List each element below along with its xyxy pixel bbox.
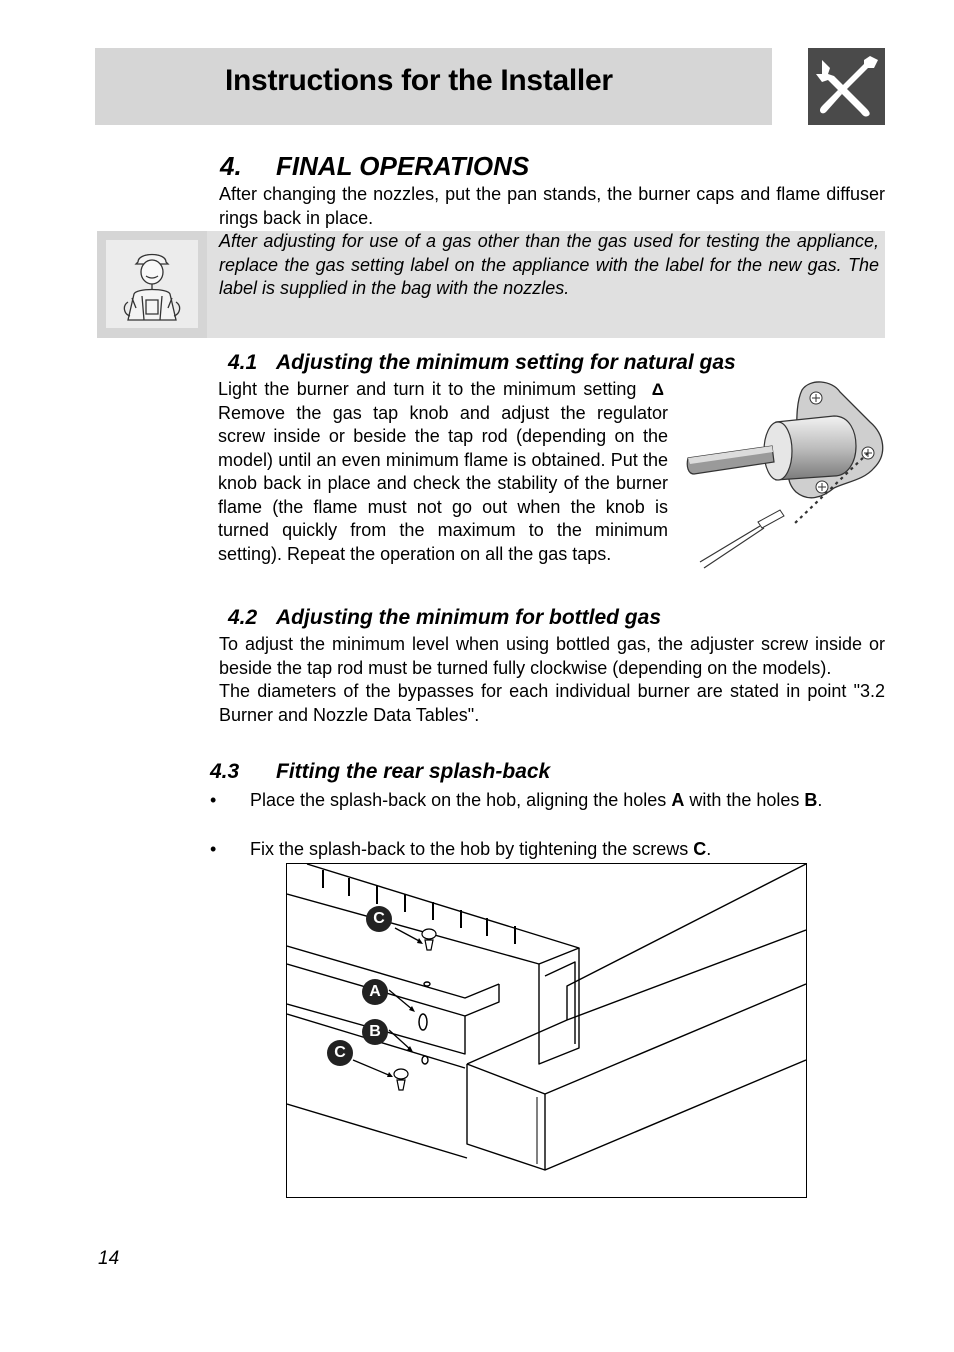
splash-back-figure	[286, 863, 807, 1198]
section-title: Fitting the rear splash-back	[276, 760, 551, 783]
bypass-paragraph: The diameters of the bypasses for each individual burner are stated in point "3.2 Burner and Nozzle Data Tables".	[219, 681, 885, 725]
bullet-text-part: .	[706, 839, 712, 859]
section-title: Adjusting the minimum for bottled gas	[276, 606, 661, 629]
section-title: FINAL OPERATIONS	[276, 151, 530, 181]
figure-label-c-bottom: C	[327, 1040, 353, 1066]
bullet-text	[250, 789, 885, 813]
section-4-3-heading	[210, 760, 550, 784]
section-4-2-heading	[228, 606, 661, 630]
bullet-icon: •	[210, 839, 217, 859]
section-number: 4.	[220, 151, 242, 181]
section-number: 4.1	[228, 351, 258, 374]
bullet-text-part: with the holes	[689, 790, 800, 810]
section-number: 4.2	[228, 606, 258, 629]
bullet-text-part: .	[817, 790, 823, 810]
section-4-2-text	[219, 633, 885, 727]
section-number: 4.3	[210, 760, 240, 783]
bullet-text-part: Fix the splash-back to the hob by tightening the screws	[250, 839, 689, 859]
hole-label-a: A	[671, 790, 685, 810]
installer-person-icon	[106, 240, 198, 328]
text-before-symbol: Light the burner and turn it to the minimum setting	[218, 379, 637, 399]
gas-label-note: After adjusting for use of a gas other than the gas used for testing the appliance, replace the gas setting label on the appliance with the label for the new gas. The label is supplied in the bag with the nozzles.	[219, 231, 879, 298]
section-title: Adjusting the minimum setting for natural gas	[276, 351, 736, 374]
page-header-title: Instructions for the Installer	[225, 64, 613, 97]
hole-label-b: B	[804, 790, 818, 810]
list-item	[210, 838, 885, 862]
section-4-1-text	[218, 378, 668, 566]
bottled-gas-paragraph: To adjust the minimum level when using bottled gas, the adjuster screw inside or beside the tap rod must be turned fully clockwise (depending on the models).	[219, 634, 885, 678]
tools-icon	[808, 48, 885, 125]
section-4-heading	[220, 151, 529, 182]
figure-label-b: B	[362, 1019, 388, 1045]
figure-label-a: A	[362, 979, 388, 1005]
list-item	[210, 789, 885, 837]
minimum-setting-symbol: Δ	[651, 380, 664, 399]
bullet-icon: •	[210, 790, 217, 810]
section-4-1-heading	[228, 351, 736, 375]
bullet-text-part: Place the splash-back on the hob, aligning the holes	[250, 790, 667, 810]
gas-tap-illustration	[684, 376, 889, 571]
bullet-text	[250, 838, 885, 862]
text-after-symbol: Remove the gas tap knob and adjust the regulator screw inside or beside the tap rod (depending on the model) until an even minimum flame is obtained. Put the knob back in place and check the stability of the burner flame (the flame must not go out when the knob is turned quickly from the maximum to the minimum setting). Repeat the operation on all the gas taps.	[218, 402, 668, 564]
figure-label-c-top: C	[366, 906, 392, 932]
screw-label-c: C	[693, 839, 707, 859]
page-number: 14	[98, 1248, 120, 1269]
section-4-intro: After changing the nozzles, put the pan stands, the burner caps and flame diffuser rings back in place.	[219, 184, 885, 228]
